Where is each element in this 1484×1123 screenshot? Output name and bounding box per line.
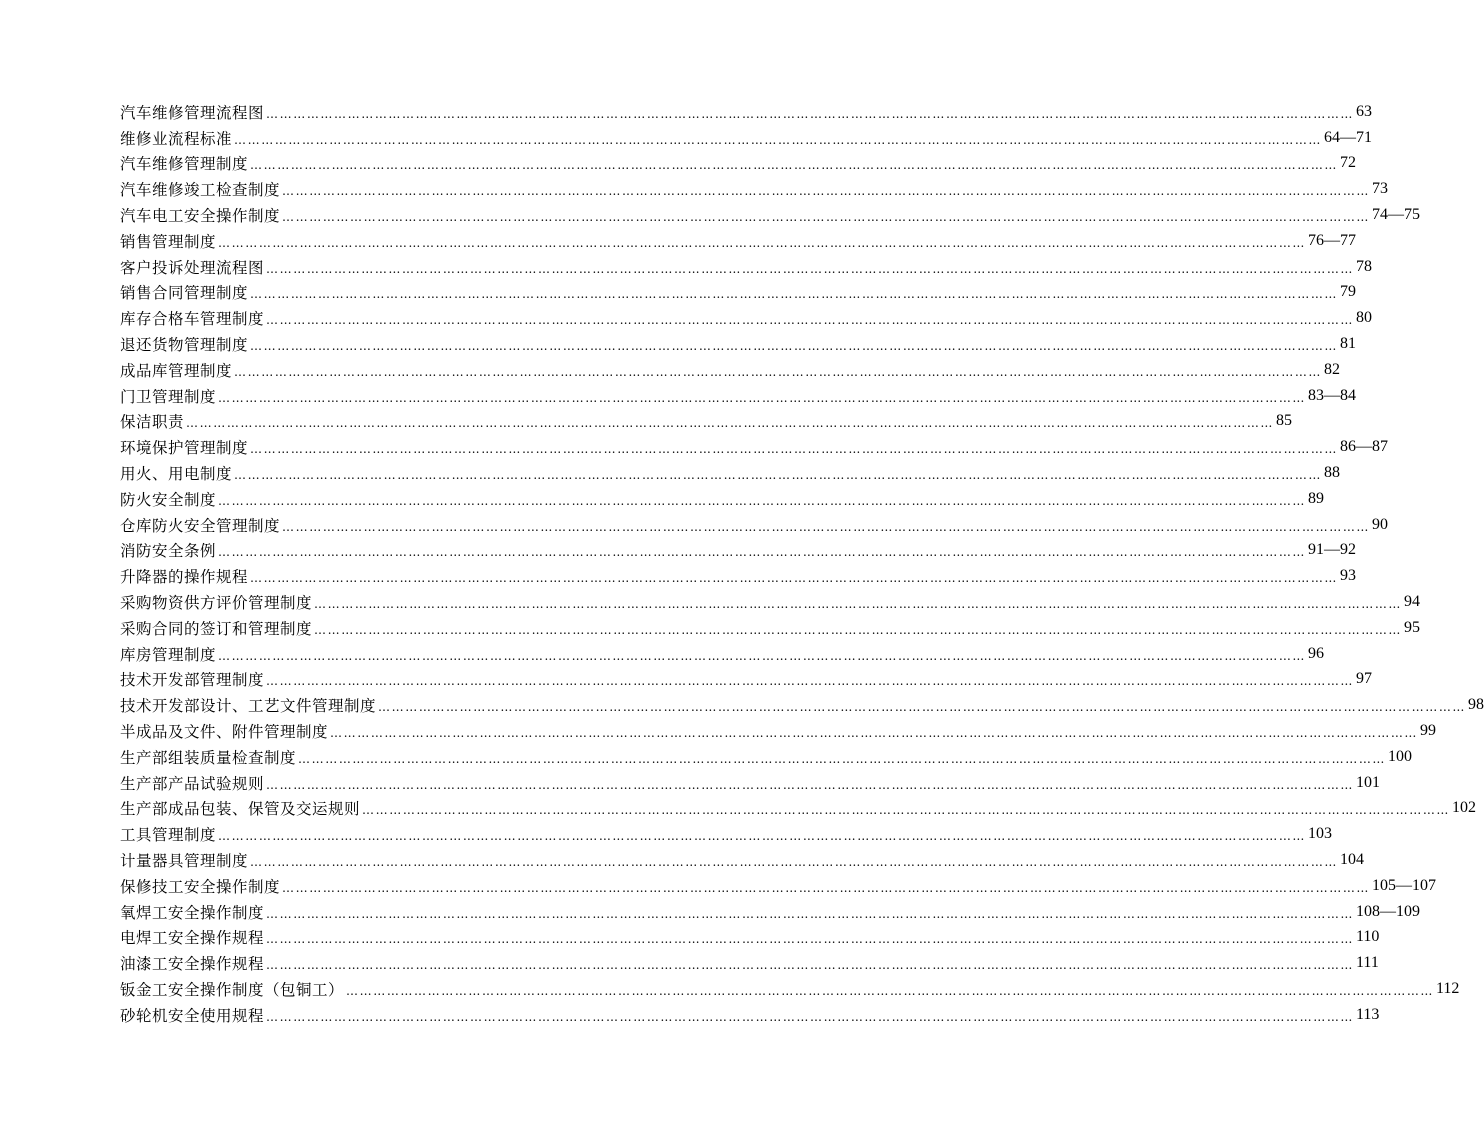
toc-entry-title: 汽车维修管理制度 — [120, 155, 249, 174]
toc-entry-page: 90 — [1372, 515, 1389, 533]
toc-dot-leader: …………………………………………………………………………………………………………………………………………………………………………………………………………………… — [266, 674, 1355, 689]
toc-entry[interactable] — [120, 383, 1357, 409]
toc-entry-title: 消防安全条例 — [120, 542, 217, 561]
toc-dot-leader: …………………………………………………………………………………………………………………………………………………………………………………………………………………… — [234, 364, 1323, 379]
toc-dot-leader: …………………………………………………………………………………………………………………………………………………………………………………………………………………… — [250, 287, 1339, 302]
toc-entry-page: 72 — [1340, 154, 1357, 172]
toc-dot-leader: …………………………………………………………………………………………………………………………………………………………………………………………………………………… — [378, 700, 1467, 715]
toc-entry-title: 仓库防火安全管理制度 — [120, 516, 281, 535]
toc-entry-page: 104 — [1340, 851, 1365, 868]
toc-entry-title: 砂轮机安全使用规程 — [120, 1006, 265, 1025]
toc-entry-title: 门卫管理制度 — [120, 387, 217, 406]
toc-dot-leader: …………………………………………………………………………………………………………………………………………………………………………………………………………………… — [218, 493, 1307, 508]
toc-dot-leader: …………………………………………………………………………………………………………………………………………………………………………………………………………………… — [250, 339, 1339, 354]
toc-dot-leader: …………………………………………………………………………………………………………………………………………………………………………………………………………………… — [218, 390, 1307, 405]
toc-entry[interactable] — [120, 770, 1381, 796]
toc-entry-page: 73 — [1372, 180, 1389, 198]
toc-entry[interactable] — [120, 641, 1325, 667]
toc-dot-leader: …………………………………………………………………………………………………………………………………………………………………………………………………………………… — [266, 906, 1355, 921]
toc-dot-leader: …………………………………………………………………………………………………………………………………………………………………………………………………………………… — [250, 855, 1339, 869]
toc-entry-page: 99 — [1420, 722, 1437, 740]
toc-entry[interactable] — [120, 331, 1357, 357]
toc-entry-page: 78 — [1356, 257, 1373, 275]
toc-entry-page: 93 — [1340, 567, 1357, 585]
toc-entry-title: 钣金工安全操作制度（包铜工） — [120, 980, 345, 999]
toc-entry[interactable] — [120, 1002, 1380, 1028]
toc-dot-leader: …………………………………………………………………………………………………………………………………………………………………………………………………………………… — [362, 803, 1451, 818]
toc-entry[interactable] — [120, 589, 1421, 615]
toc-entry-title: 销售合同管理制度 — [120, 284, 249, 303]
toc-entry-title: 汽车电工安全操作制度 — [120, 207, 281, 226]
toc-entry-title: 维修业流程标准 — [120, 129, 233, 148]
toc-entry-title: 防火安全制度 — [120, 490, 217, 509]
toc-entry-title: 退还货物管理制度 — [120, 336, 249, 355]
toc-entry-title: 工具管理制度 — [120, 826, 217, 845]
toc-dot-leader: …………………………………………………………………………………………………………………………………………………………………………………………………………………… — [218, 545, 1307, 560]
toc-dot-leader: …………………………………………………………………………………………………………………………………………………………………………………………………………………… — [314, 622, 1403, 637]
toc-entry[interactable] — [120, 538, 1357, 564]
toc-entry-page: 79 — [1340, 283, 1357, 301]
toc-entry-page: 103 — [1308, 825, 1333, 843]
toc-dot-leader: …………………………………………………………………………………………………………………………………………………………………………………………………………………… — [218, 648, 1307, 663]
toc-entry-page: 86—87 — [1340, 438, 1389, 456]
toc-dot-leader: …………………………………………………………………………………………………………………………………………………………………………………………………………………… — [266, 106, 1355, 121]
toc-entry[interactable] — [120, 434, 1389, 460]
toc-dot-leader: …………………………………………………………………………………………………………………………………………………………………………………………………………………… — [266, 261, 1355, 276]
toc-entry-page: 108—109 — [1356, 902, 1421, 920]
toc-entry-page: 94 — [1404, 593, 1421, 611]
toc-entry[interactable] — [120, 486, 1325, 512]
toc-entry[interactable] — [120, 667, 1373, 693]
toc-dot-leader: …………………………………………………………………………………………………………………………………………………………………………………………………………………… — [266, 932, 1355, 947]
toc-entry-page: 80 — [1356, 309, 1373, 327]
toc-entry-page: 98 — [1468, 696, 1484, 714]
toc-entry[interactable] — [120, 305, 1373, 331]
toc-entry[interactable] — [120, 692, 1484, 718]
toc-entry-page: 100 — [1388, 747, 1413, 765]
toc-entry-title: 汽车维修竣工检查制度 — [120, 181, 281, 200]
table-of-contents — [120, 99, 1484, 1028]
toc-entry[interactable] — [120, 280, 1357, 306]
toc-dot-leader: …………………………………………………………………………………………………………………………………………………………………………………………………………………… — [266, 777, 1355, 792]
toc-dot-leader: …………………………………………………………………………………………………………………………………………………………………………………………………………………… — [282, 880, 1371, 895]
toc-entry[interactable] — [120, 357, 1341, 383]
toc-entry-title: 生产部组装质量检查制度 — [120, 748, 297, 767]
toc-entry[interactable] — [120, 925, 1380, 951]
toc-dot-leader: …………………………………………………………………………………………………………………………………………………………………………………………………………………… — [218, 829, 1307, 844]
toc-dot-leader: …………………………………………………………………………………………………………………………………………………………………………………………………………………… — [266, 313, 1355, 328]
toc-entry[interactable] — [120, 796, 1477, 822]
toc-entry-title: 库房管理制度 — [120, 645, 217, 664]
toc-dot-leader: …………………………………………………………………………………………………………………………………………………………………………………………………………………… — [266, 958, 1355, 973]
toc-entry-title: 用火、用电制度 — [120, 465, 233, 484]
toc-entry[interactable] — [120, 202, 1421, 228]
toc-entry-title: 汽车维修管理流程图 — [120, 103, 265, 122]
toc-entry[interactable] — [120, 899, 1421, 925]
toc-dot-leader: …………………………………………………………………………………………………………………………………………………………………………………………………………………… — [314, 597, 1403, 612]
toc-dot-leader: …………………………………………………………………………………………………………………………………………………………………………………………………………………… — [282, 210, 1371, 225]
toc-entry[interactable] — [120, 228, 1357, 254]
toc-entry-page: 91—92 — [1308, 541, 1357, 559]
toc-entry[interactable] — [120, 847, 1365, 873]
toc-dot-leader: …………………………………………………………………………………………………………………………………………………………………………………………………………………… — [282, 519, 1371, 534]
toc-entry-title: 采购合同的签订和管理制度 — [120, 619, 313, 638]
toc-entry-page: 95 — [1404, 618, 1421, 636]
toc-entry-title: 销售管理制度 — [120, 232, 217, 251]
toc-entry-title: 氧焊工安全操作制度 — [120, 903, 265, 922]
toc-entry-page: 89 — [1308, 489, 1325, 507]
toc-entry-page: 96 — [1308, 644, 1325, 662]
toc-entry-page: 83—84 — [1308, 386, 1357, 404]
toc-entry-title: 技术开发部设计、工艺文件管理制度 — [120, 697, 377, 716]
toc-dot-leader: …………………………………………………………………………………………………………………………………………………………………………………………………………………… — [282, 184, 1371, 199]
toc-entry-page: 81 — [1340, 335, 1357, 353]
toc-entry-title: 采购物资供方评价管理制度 — [120, 594, 313, 613]
toc-entry-title: 生产部成品包装、保管及交运规则 — [120, 800, 361, 819]
toc-entry-title: 计量器具管理制度 — [120, 852, 249, 870]
toc-entry[interactable] — [120, 615, 1421, 641]
toc-entry[interactable] — [120, 99, 1373, 125]
toc-entry-page: 113 — [1356, 1005, 1380, 1023]
toc-entry[interactable] — [120, 512, 1389, 538]
toc-dot-leader: …………………………………………………………………………………………………………………………………………………………………………………………………………………… — [250, 442, 1339, 457]
toc-entry-title: 保洁职责 — [120, 413, 185, 432]
toc-entry-page: 74—75 — [1372, 206, 1421, 224]
toc-entry-page: 110 — [1356, 928, 1380, 946]
toc-entry-page: 102 — [1452, 799, 1477, 817]
toc-dot-leader: …………………………………………………………………………………………………………………………………………………………………………………………………………………… — [330, 726, 1419, 741]
toc-entry-title: 环境保护管理制度 — [120, 439, 249, 458]
toc-entry-title: 电焊工安全操作规程 — [120, 929, 265, 948]
toc-entry[interactable] — [120, 563, 1357, 589]
toc-entry-page: 97 — [1356, 670, 1373, 688]
toc-entry-page: 112 — [1436, 979, 1460, 997]
toc-dot-leader: …………………………………………………………………………………………………………………………………………………………………………………………………………………… — [266, 1009, 1355, 1024]
toc-entry-page: 82 — [1324, 360, 1341, 378]
toc-entry-page: 76—77 — [1308, 231, 1357, 249]
toc-entry[interactable] — [120, 125, 1373, 151]
toc-entry[interactable] — [120, 950, 1379, 976]
toc-entry-page: 101 — [1356, 773, 1381, 791]
toc-dot-leader: …………………………………………………………………………………………………………………………………………………………………………………………………………………… — [218, 235, 1307, 250]
toc-entry-page: 85 — [1276, 412, 1293, 430]
toc-entry[interactable] — [120, 409, 1293, 435]
toc-entry-title: 客户投诉处理流程图 — [120, 258, 265, 277]
toc-entry-title: 生产部产品试验规则 — [120, 774, 265, 793]
toc-dot-leader: …………………………………………………………………………………………………………………………………………………………………………………………………………………… — [234, 468, 1323, 483]
toc-entry-page: 105—107 — [1372, 876, 1437, 894]
toc-entry[interactable] — [120, 460, 1341, 486]
toc-entry[interactable] — [120, 821, 1333, 847]
toc-entry-title: 升降器的操作规程 — [120, 568, 249, 587]
toc-entry[interactable] — [120, 151, 1357, 177]
toc-entry-title: 油漆工安全操作规程 — [120, 955, 265, 974]
toc-entry[interactable] — [120, 976, 1460, 1002]
toc-entry-title: 保修技工安全操作制度 — [120, 877, 281, 896]
toc-entry-title: 技术开发部管理制度 — [120, 671, 265, 690]
toc-entry[interactable] — [120, 718, 1437, 744]
toc-entry-title: 半成品及文件、附件管理制度 — [120, 723, 329, 742]
toc-entry[interactable] — [120, 744, 1413, 770]
toc-entry-page: 64—71 — [1324, 128, 1373, 146]
toc-entry-page: 63 — [1356, 102, 1373, 120]
toc-dot-leader: …………………………………………………………………………………………………………………………………………………………………………………………………………………… — [234, 132, 1323, 147]
toc-dot-leader: …………………………………………………………………………………………………………………………………………………………………………………………………………………… — [186, 416, 1275, 431]
toc-dot-leader: …………………………………………………………………………………………………………………………………………………………………………………………………………………… — [250, 571, 1339, 586]
toc-dot-leader: …………………………………………………………………………………………………………………………………………………………………………………………………………………… — [298, 751, 1387, 766]
toc-entry[interactable] — [120, 873, 1437, 899]
toc-entry[interactable] — [120, 254, 1373, 280]
toc-entry-page: 88 — [1324, 464, 1341, 482]
toc-entry[interactable] — [120, 176, 1389, 202]
toc-dot-leader: …………………………………………………………………………………………………………………………………………………………………………………………………………………… — [250, 158, 1339, 173]
toc-dot-leader: …………………………………………………………………………………………………………………………………………………………………………………………………………………… — [346, 983, 1435, 998]
toc-entry-title: 库存合格车管理制度 — [120, 310, 265, 329]
toc-entry-title: 成品库管理制度 — [120, 361, 233, 380]
toc-entry-page: 111 — [1356, 954, 1379, 972]
